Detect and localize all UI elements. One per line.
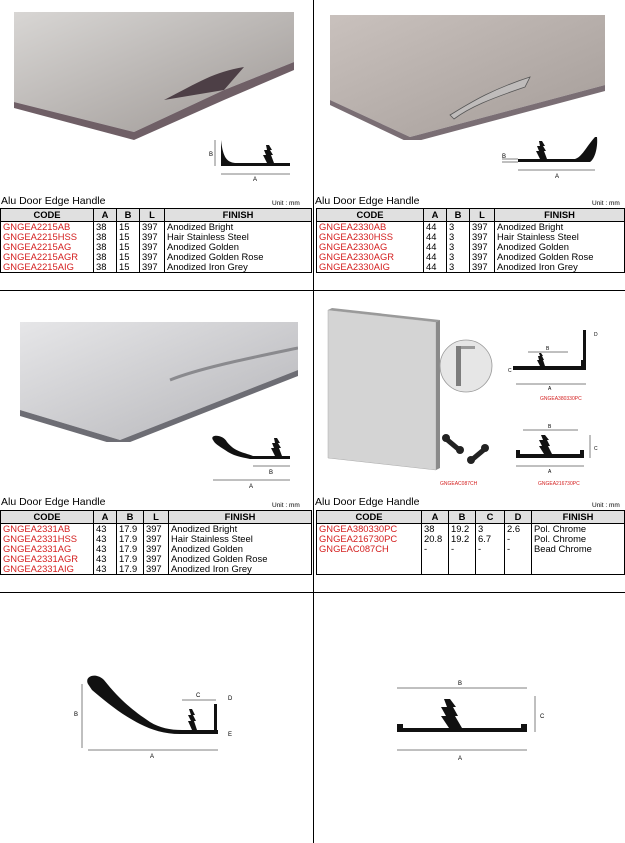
- finish-cell: Anodized Bright: [165, 222, 312, 233]
- dim-b-label: B: [74, 712, 79, 718]
- finish-cell: Anodized Golden Rose: [165, 252, 312, 262]
- code-cell: GNGEA2215AGR: [1, 252, 94, 262]
- code-cell: GNGEA2215AIG: [1, 262, 94, 273]
- a-cell: 44: [424, 232, 447, 242]
- finish-cell: Pol. Chrome: [532, 534, 625, 544]
- finish-cell: Hair Stainless Steel: [495, 232, 625, 242]
- section1-unit: Unit : mm: [272, 200, 300, 207]
- col-l: L: [144, 511, 169, 524]
- col-b: B: [449, 511, 476, 524]
- l-cell: 397: [470, 242, 495, 252]
- row-divider-2: [0, 592, 625, 593]
- dim-a-label: A: [458, 756, 463, 762]
- dim-e-label: E: [228, 732, 233, 738]
- code-cell: GNGEA2330AIG: [317, 262, 424, 273]
- dim-c-label: C: [196, 693, 201, 699]
- product-photo-3: [20, 322, 298, 442]
- code-cell: GNGEA2331AIG: [1, 564, 94, 575]
- code-cell: GNGEA216730PC: [317, 534, 422, 544]
- dim-c-label: C: [508, 368, 512, 374]
- finish-cell: Anodized Golden Rose: [495, 252, 625, 262]
- code-cell: GNGEA2331AG: [1, 544, 94, 554]
- finish-cell: Anodized Bright: [169, 524, 312, 535]
- code-cell: GNGEA2215AB: [1, 222, 94, 233]
- section3-title: Alu Door Edge Handle: [1, 496, 106, 508]
- dim-b-label: B: [546, 346, 550, 352]
- code-cell: GNGEA2330AB: [317, 222, 424, 233]
- dim-a-label: A: [249, 484, 254, 490]
- finish-cell: Hair Stainless Steel: [169, 534, 312, 544]
- dim-a-label: A: [548, 386, 552, 392]
- center-divider: [313, 0, 314, 843]
- d-cell: -: [505, 544, 532, 554]
- b-cell: 15: [117, 232, 140, 242]
- dim-d-label: D: [228, 696, 233, 702]
- b-cell: 17.9: [117, 554, 144, 564]
- dim-c-label-2: C: [594, 446, 598, 452]
- spec-table-3: [0, 510, 312, 575]
- dim-b-label: B: [502, 154, 507, 160]
- b-cell: 3: [447, 252, 470, 262]
- product-photo-4: [318, 300, 624, 490]
- dim-c-label: C: [540, 714, 545, 720]
- l-cell: 397: [140, 222, 165, 233]
- table-row: [1, 564, 312, 575]
- section1-title: Alu Door Edge Handle: [1, 195, 106, 207]
- col-a: A: [94, 209, 117, 222]
- col-finish: FINISH: [165, 209, 312, 222]
- l-cell: 397: [144, 544, 169, 554]
- col-code: CODE: [1, 511, 94, 524]
- a-cell: 38: [94, 222, 117, 233]
- profile-drawing-2: [500, 125, 610, 180]
- code-cell: GNGEAC087CH: [317, 544, 422, 554]
- product-photo-1: [14, 12, 294, 142]
- b-cell: 3: [447, 222, 470, 233]
- a-cell: -: [422, 544, 449, 554]
- dim-b-label-2: B: [548, 424, 552, 430]
- finish-cell: Anodized Iron Grey: [169, 564, 312, 575]
- b-cell: 19.2: [449, 534, 476, 544]
- section3-unit: Unit : mm: [272, 502, 300, 509]
- col-finish: FINISH: [495, 209, 625, 222]
- table-row-spacer: [317, 564, 625, 575]
- section2-unit: Unit : mm: [592, 200, 620, 207]
- col-b: B: [447, 209, 470, 222]
- profile-drawing-large-left: [70, 670, 245, 760]
- b-cell: 17.9: [117, 564, 144, 575]
- section4-unit: Unit : mm: [592, 502, 620, 509]
- a-cell: 44: [424, 262, 447, 273]
- l-cell: 397: [470, 232, 495, 242]
- dim-b-label: B: [269, 470, 274, 476]
- code-cell: GNGEA2215AG: [1, 242, 94, 252]
- b-cell: 15: [117, 262, 140, 273]
- col-l: L: [140, 209, 165, 222]
- profile-drawing-1: [205, 130, 300, 185]
- col-a: A: [424, 209, 447, 222]
- finish-cell: Anodized Iron Grey: [165, 262, 312, 273]
- col-finish: FINISH: [532, 511, 625, 524]
- code-cell: GNGEA2331HSS: [1, 534, 94, 544]
- c-cell: 6.7: [476, 534, 505, 544]
- part-label-gngeac087ch: GNGEAC087CH: [440, 481, 478, 487]
- l-cell: 397: [140, 232, 165, 242]
- a-cell: 43: [94, 534, 117, 544]
- finish-cell: Anodized Golden: [169, 544, 312, 554]
- l-cell: 397: [144, 564, 169, 575]
- l-cell: 397: [140, 242, 165, 252]
- b-cell: 3: [447, 242, 470, 252]
- code-cell: GNGEA380330PC: [317, 524, 422, 535]
- b-cell: 3: [447, 232, 470, 242]
- product-photo-2: [330, 15, 605, 140]
- table-row: [317, 262, 625, 273]
- section4-title: Alu Door Edge Handle: [315, 496, 420, 508]
- b-cell: 15: [117, 242, 140, 252]
- spec-table-2: [316, 208, 625, 273]
- col-a: A: [94, 511, 117, 524]
- b-cell: 15: [117, 252, 140, 262]
- dim-b-label: B: [209, 152, 214, 158]
- dim-a-label: A: [253, 177, 258, 183]
- l-cell: 397: [140, 252, 165, 262]
- code-cell: GNGEA2330HSS: [317, 232, 424, 242]
- finish-cell: Pol. Chrome: [532, 524, 625, 535]
- col-code: CODE: [317, 209, 424, 222]
- table-header: [317, 511, 625, 524]
- l-cell: 397: [144, 534, 169, 544]
- col-b: B: [117, 209, 140, 222]
- table-row: [317, 544, 625, 554]
- finish-cell: Anodized Golden Rose: [169, 554, 312, 564]
- spec-table-1: [0, 208, 312, 273]
- code-cell: GNGEA2215HSS: [1, 232, 94, 242]
- a-cell: 38: [94, 252, 117, 262]
- part-label-gngea216730pc: GNGEA216730PC: [538, 481, 580, 487]
- code-cell: GNGEA2331AGR: [1, 554, 94, 564]
- part-label-gngea380330pc: GNGEA380330PC: [540, 396, 582, 402]
- b-cell: 17.9: [117, 524, 144, 535]
- dim-b-label: B: [458, 681, 463, 687]
- c-cell: 3: [476, 524, 505, 535]
- a-cell: 43: [94, 544, 117, 554]
- a-cell: 43: [94, 524, 117, 535]
- finish-cell: Anodized Bright: [495, 222, 625, 233]
- col-code: CODE: [317, 511, 422, 524]
- table-row: [1, 262, 312, 273]
- a-cell: 44: [424, 252, 447, 262]
- table-header: [1, 209, 312, 222]
- col-b: B: [117, 511, 144, 524]
- l-cell: 397: [470, 252, 495, 262]
- d-cell: -: [505, 534, 532, 544]
- finish-cell: Hair Stainless Steel: [165, 232, 312, 242]
- b-cell: 19.2: [449, 524, 476, 535]
- code-cell: GNGEA2330AG: [317, 242, 424, 252]
- a-cell: 44: [424, 222, 447, 233]
- a-cell: 43: [94, 554, 117, 564]
- table-row-spacer: [317, 554, 625, 564]
- dim-a-label-2: A: [548, 469, 552, 475]
- b-cell: 17.9: [117, 534, 144, 544]
- b-cell: 15: [117, 222, 140, 233]
- dim-d-label: D: [594, 332, 598, 338]
- b-cell: -: [449, 544, 476, 554]
- col-a: A: [422, 511, 449, 524]
- dim-a-label: A: [555, 174, 560, 180]
- section2-title: Alu Door Edge Handle: [315, 195, 420, 207]
- a-cell: 38: [94, 262, 117, 273]
- a-cell: 38: [422, 524, 449, 535]
- table-header: [317, 209, 625, 222]
- a-cell: 43: [94, 564, 117, 575]
- finish-cell: Anodized Golden: [495, 242, 625, 252]
- dim-a-label: A: [150, 754, 155, 760]
- l-cell: 397: [470, 222, 495, 233]
- col-code: CODE: [1, 209, 94, 222]
- col-d: D: [505, 511, 532, 524]
- l-cell: 397: [144, 554, 169, 564]
- col-c: C: [476, 511, 505, 524]
- profile-drawing-large-right: [385, 672, 555, 767]
- b-cell: 3: [447, 262, 470, 273]
- a-cell: 38: [94, 232, 117, 242]
- finish-cell: Anodized Iron Grey: [495, 262, 625, 273]
- a-cell: 38: [94, 242, 117, 252]
- col-finish: FINISH: [169, 511, 312, 524]
- b-cell: 17.9: [117, 544, 144, 554]
- a-cell: 20.8: [422, 534, 449, 544]
- l-cell: 397: [140, 262, 165, 273]
- d-cell: 2.6: [505, 524, 532, 535]
- spec-table-4: [316, 510, 625, 575]
- col-l: L: [470, 209, 495, 222]
- c-cell: -: [476, 544, 505, 554]
- code-cell: GNGEA2330AGR: [317, 252, 424, 262]
- a-cell: 44: [424, 242, 447, 252]
- code-cell: GNGEA2331AB: [1, 524, 94, 535]
- table-header: [1, 511, 312, 524]
- l-cell: 397: [144, 524, 169, 535]
- l-cell: 397: [470, 262, 495, 273]
- row-divider-1: [0, 290, 625, 291]
- finish-cell: Bead Chrome: [532, 544, 625, 554]
- finish-cell: Anodized Golden: [165, 242, 312, 252]
- profile-drawing-3: [205, 430, 300, 490]
